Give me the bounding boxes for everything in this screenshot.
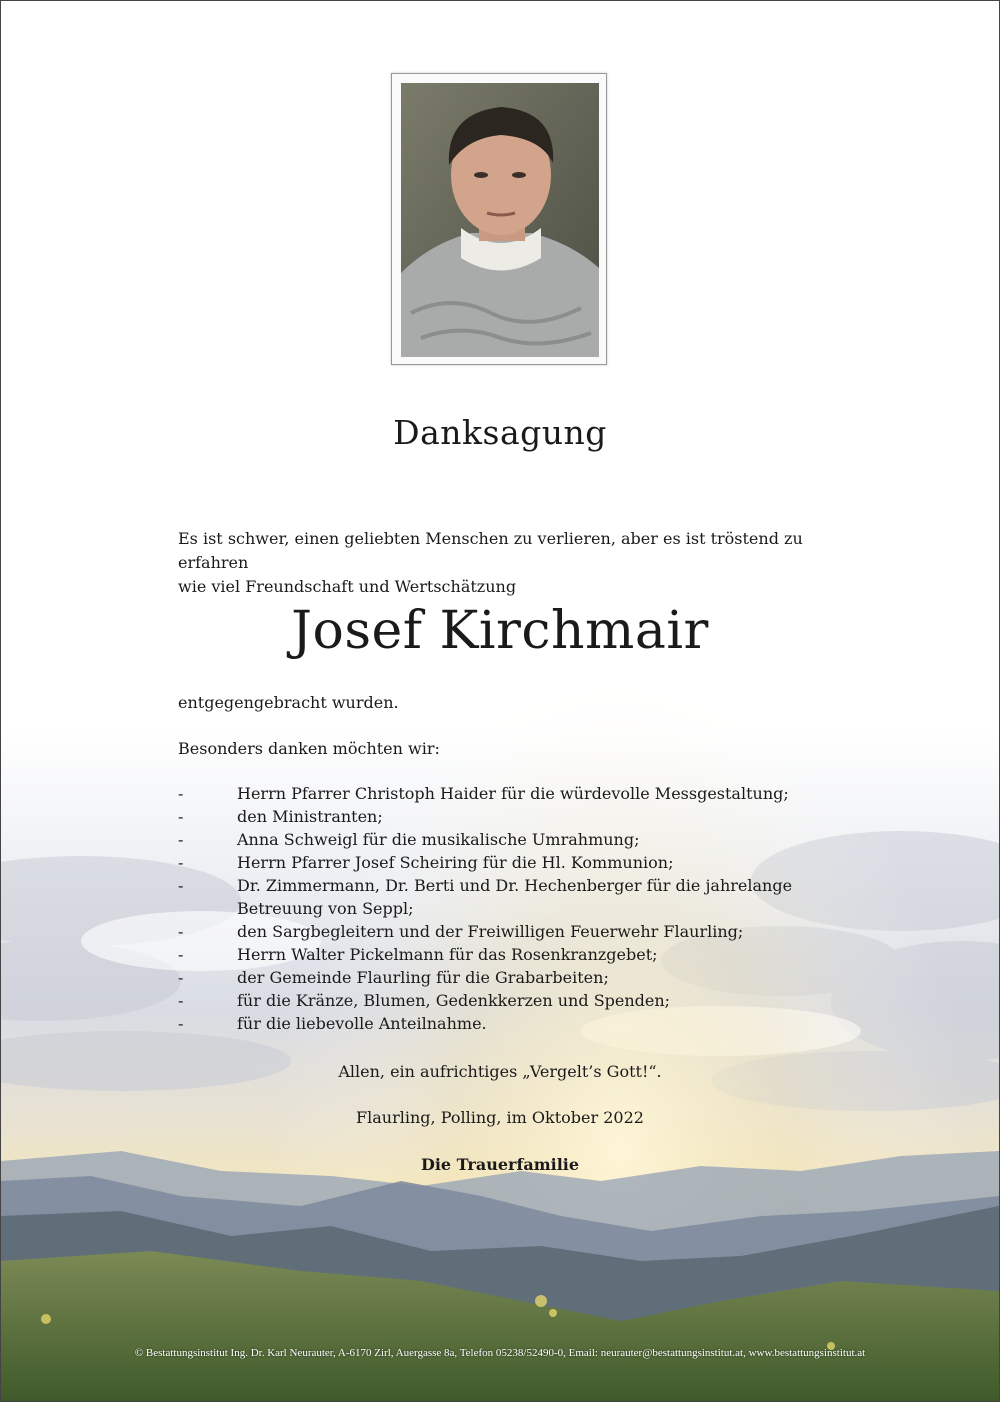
list-item: - Dr. Zimmermann, Dr. Berti und Dr. Hechenberger für die jahrelange Betreuung von Seppl; [178, 876, 793, 918]
received-text: entgegengebracht wurden. [178, 693, 399, 712]
closing-text: Allen, ein aufrichtiges „Vergelt’s Gott!“. [338, 1062, 662, 1081]
list-item: - Anna Schweigl für die musikalische Umrahmung; [178, 830, 640, 849]
list-item: - Herrn Pfarrer Josef Scheiring für die Hl. Kommunion; [178, 853, 674, 872]
portrait-photo-frame [391, 73, 607, 365]
footer-imprint: © Bestattungsinstitut Ing. Dr. Karl Neurauter, A-6170 Zirl, Auergasse 8a, Telefon 05238/52490-0, Email: neurauter@bestattungsinstitut.at, www.bestattungsinstitut.at [134, 1347, 866, 1359]
list-item: - für die liebevolle Anteilnahme. [178, 1014, 487, 1033]
thanks-list [178, 782, 818, 1035]
portrait-photo [401, 83, 599, 357]
list-item: - den Ministranten; [178, 807, 383, 826]
deceased-name: Josef Kirchmair [291, 601, 709, 661]
intro-text [178, 527, 858, 599]
place-date: Flaurling, Polling, im Oktober 2022 [356, 1108, 644, 1127]
intro-line-2: wie viel Freundschaft und Wertschätzung [178, 577, 517, 596]
page-title: Danksagung [393, 413, 607, 452]
list-item: - der Gemeinde Flaurling für die Grabarbeiten; [178, 968, 609, 987]
list-item: - Herrn Pfarrer Christoph Haider für die würdevolle Messgestaltung; [178, 784, 789, 803]
family-signature: Die Trauerfamilie [420, 1155, 580, 1174]
list-item: - für die Kränze, Blumen, Gedenkkerzen und Spenden; [178, 991, 671, 1010]
intro-line-1: Es ist schwer, einen geliebten Menschen zu verlieren, aber es ist tröstend zu erfahren [178, 529, 803, 572]
list-item: - den Sargbegleitern und der Freiwilligen Feuerwehr Flaurling; [178, 922, 744, 941]
list-item: - Herrn Walter Pickelmann für das Rosenkranzgebet; [178, 945, 658, 964]
thanks-intro: Besonders danken möchten wir: [178, 739, 440, 758]
